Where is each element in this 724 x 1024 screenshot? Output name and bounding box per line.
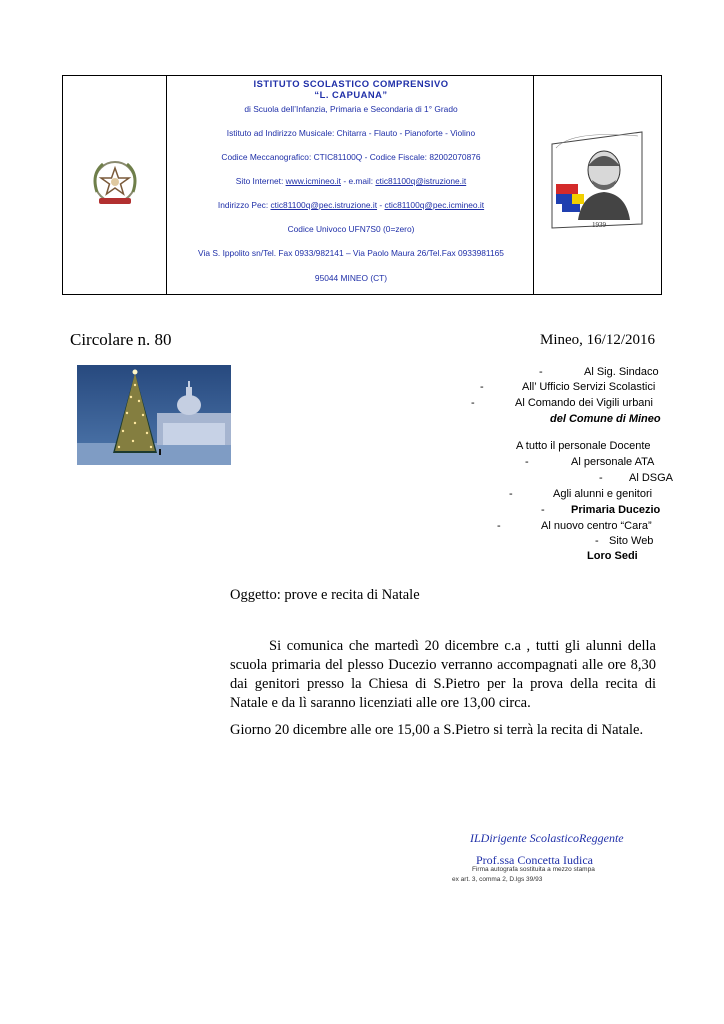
website-link[interactable]: www.icmineo.it: [285, 176, 341, 186]
body-line: Si comunica che martedì 20 dicembre c.a , tutti gli alunni della: [269, 638, 656, 654]
pec-link-1[interactable]: ctic81100q@pec.istruzione.it: [270, 200, 378, 210]
recipient-row: [497, 520, 652, 532]
recipient-label: del Comune di Mineo: [550, 413, 661, 425]
body-line: Natale e da lì saranno licenziati alle ore 13,00 circa.: [230, 695, 531, 711]
recipient-dash: -: [599, 472, 603, 484]
recipient-row: [541, 504, 661, 516]
addresses: Via S. Ippolito sn/Tel. Fax 0933/982141 – Via Paolo Maura 26/Tel.Fax 0933981165: [198, 248, 504, 258]
signature-note-2: ex art. 3, comma 2, D.lgs 39/93: [452, 876, 543, 883]
recipient-dash: -: [541, 504, 545, 516]
recipient-row: [539, 366, 659, 378]
letterhead: [62, 75, 662, 295]
circolare-number: Circolare n. 80: [70, 330, 172, 349]
recipient-row: [550, 413, 661, 425]
website-email-line: [167, 176, 535, 186]
recipient-row: [525, 456, 655, 468]
body-paragraph-2: Giorno 20 dicembre alle ore 15,00 a S.Pietro si terrà la recita di Natale.: [230, 722, 644, 738]
recipient-label: Al Sig. Sindaco: [584, 366, 659, 378]
school-subname: “L. CAPUANA”: [314, 89, 388, 100]
pec-line: [167, 200, 535, 210]
subject-line: Oggetto: prove e recita di Natale: [230, 587, 420, 603]
signature-role: ILDirigente ScolasticoReggente: [470, 831, 624, 845]
recipient-label: Agli alunni e genitori: [553, 488, 653, 500]
seal-year: 1939: [592, 221, 606, 229]
recipient-dash: -: [509, 488, 513, 500]
recipient-dash: -: [480, 381, 484, 393]
email-label: - e.mail:: [341, 176, 376, 186]
recipient-dash: -: [539, 366, 543, 378]
recipient-dash: -: [471, 397, 475, 409]
recipient-row: [480, 381, 656, 393]
pec-label: Indirizzo Pec:: [217, 200, 271, 210]
recipient-label: All’ Ufficio Servizi Scolastici: [522, 381, 656, 393]
school-name: ISTITUTO SCOLASTICO COMPRENSIVO: [253, 78, 449, 89]
italian-republic-emblem-icon: [85, 154, 145, 214]
website-label: Sito Internet:: [235, 176, 286, 186]
christmas-tree-capitol-photo: [77, 365, 231, 465]
document-date: Mineo, 16/12/2016: [540, 332, 655, 348]
recipient-label: A tutto il personale Docente: [516, 440, 651, 452]
recipient-row: [471, 397, 653, 409]
email-link[interactable]: ctic81100q@istruzione.it: [375, 176, 467, 186]
recipient-dash: -: [595, 535, 599, 547]
unique-code: Codice Univoco UFN7S0 (0=zero): [287, 224, 415, 234]
codes: Codice Meccanografico: CTIC81100Q - Codice Fiscale: 82002070876: [221, 152, 481, 162]
recipient-label: Al DSGA: [629, 472, 674, 484]
recipient-dash: -: [525, 456, 529, 468]
recipient-row: [587, 550, 638, 562]
body-paragraph-1: [230, 637, 656, 713]
recipient-dash: -: [497, 520, 501, 532]
body-line: dai genitori presso la Chiesa di S.Pietro per la prova della recita di: [230, 676, 656, 692]
music-courses: Istituto ad Indirizzo Musicale: Chitarra - Flauto - Pianoforte - Violino: [226, 128, 476, 138]
recipient-label: Loro Sedi: [587, 550, 638, 562]
signature-name: Prof.ssa Concetta Iudica: [476, 853, 593, 867]
portrait-seal-icon: [542, 124, 652, 234]
recipient-label: Al personale ATA: [571, 456, 655, 468]
letterhead-right-column: [533, 76, 661, 294]
body-line: scuola primaria del plesso Ducezio verranno accompagnati alle ore 8,30: [230, 657, 656, 673]
recipient-label: Al nuovo centro “Cara”: [541, 520, 652, 532]
recipient-label: Primaria Ducezio: [571, 504, 661, 516]
recipient-label: Al Comando dei Vigili urbani: [515, 397, 653, 409]
pec-link-2[interactable]: ctic81100q@pec.icmineo.it: [384, 200, 485, 210]
recipient-row: [509, 488, 653, 500]
school-levels: di Scuola dell’Infanzia, Primaria e Secondaria di 1° Grado: [244, 104, 458, 114]
letterhead-left-column: [63, 76, 167, 294]
recipient-row: [595, 535, 654, 547]
recipient-label: Sito Web: [609, 535, 654, 547]
recipient-row: [599, 472, 674, 484]
signature-note-1: Firma autografa sostituita a mezzo stampa: [472, 866, 595, 873]
city: 95044 MINEO (CT): [314, 273, 388, 283]
recipient-row: [516, 440, 651, 452]
pec-separator: -: [377, 200, 385, 210]
